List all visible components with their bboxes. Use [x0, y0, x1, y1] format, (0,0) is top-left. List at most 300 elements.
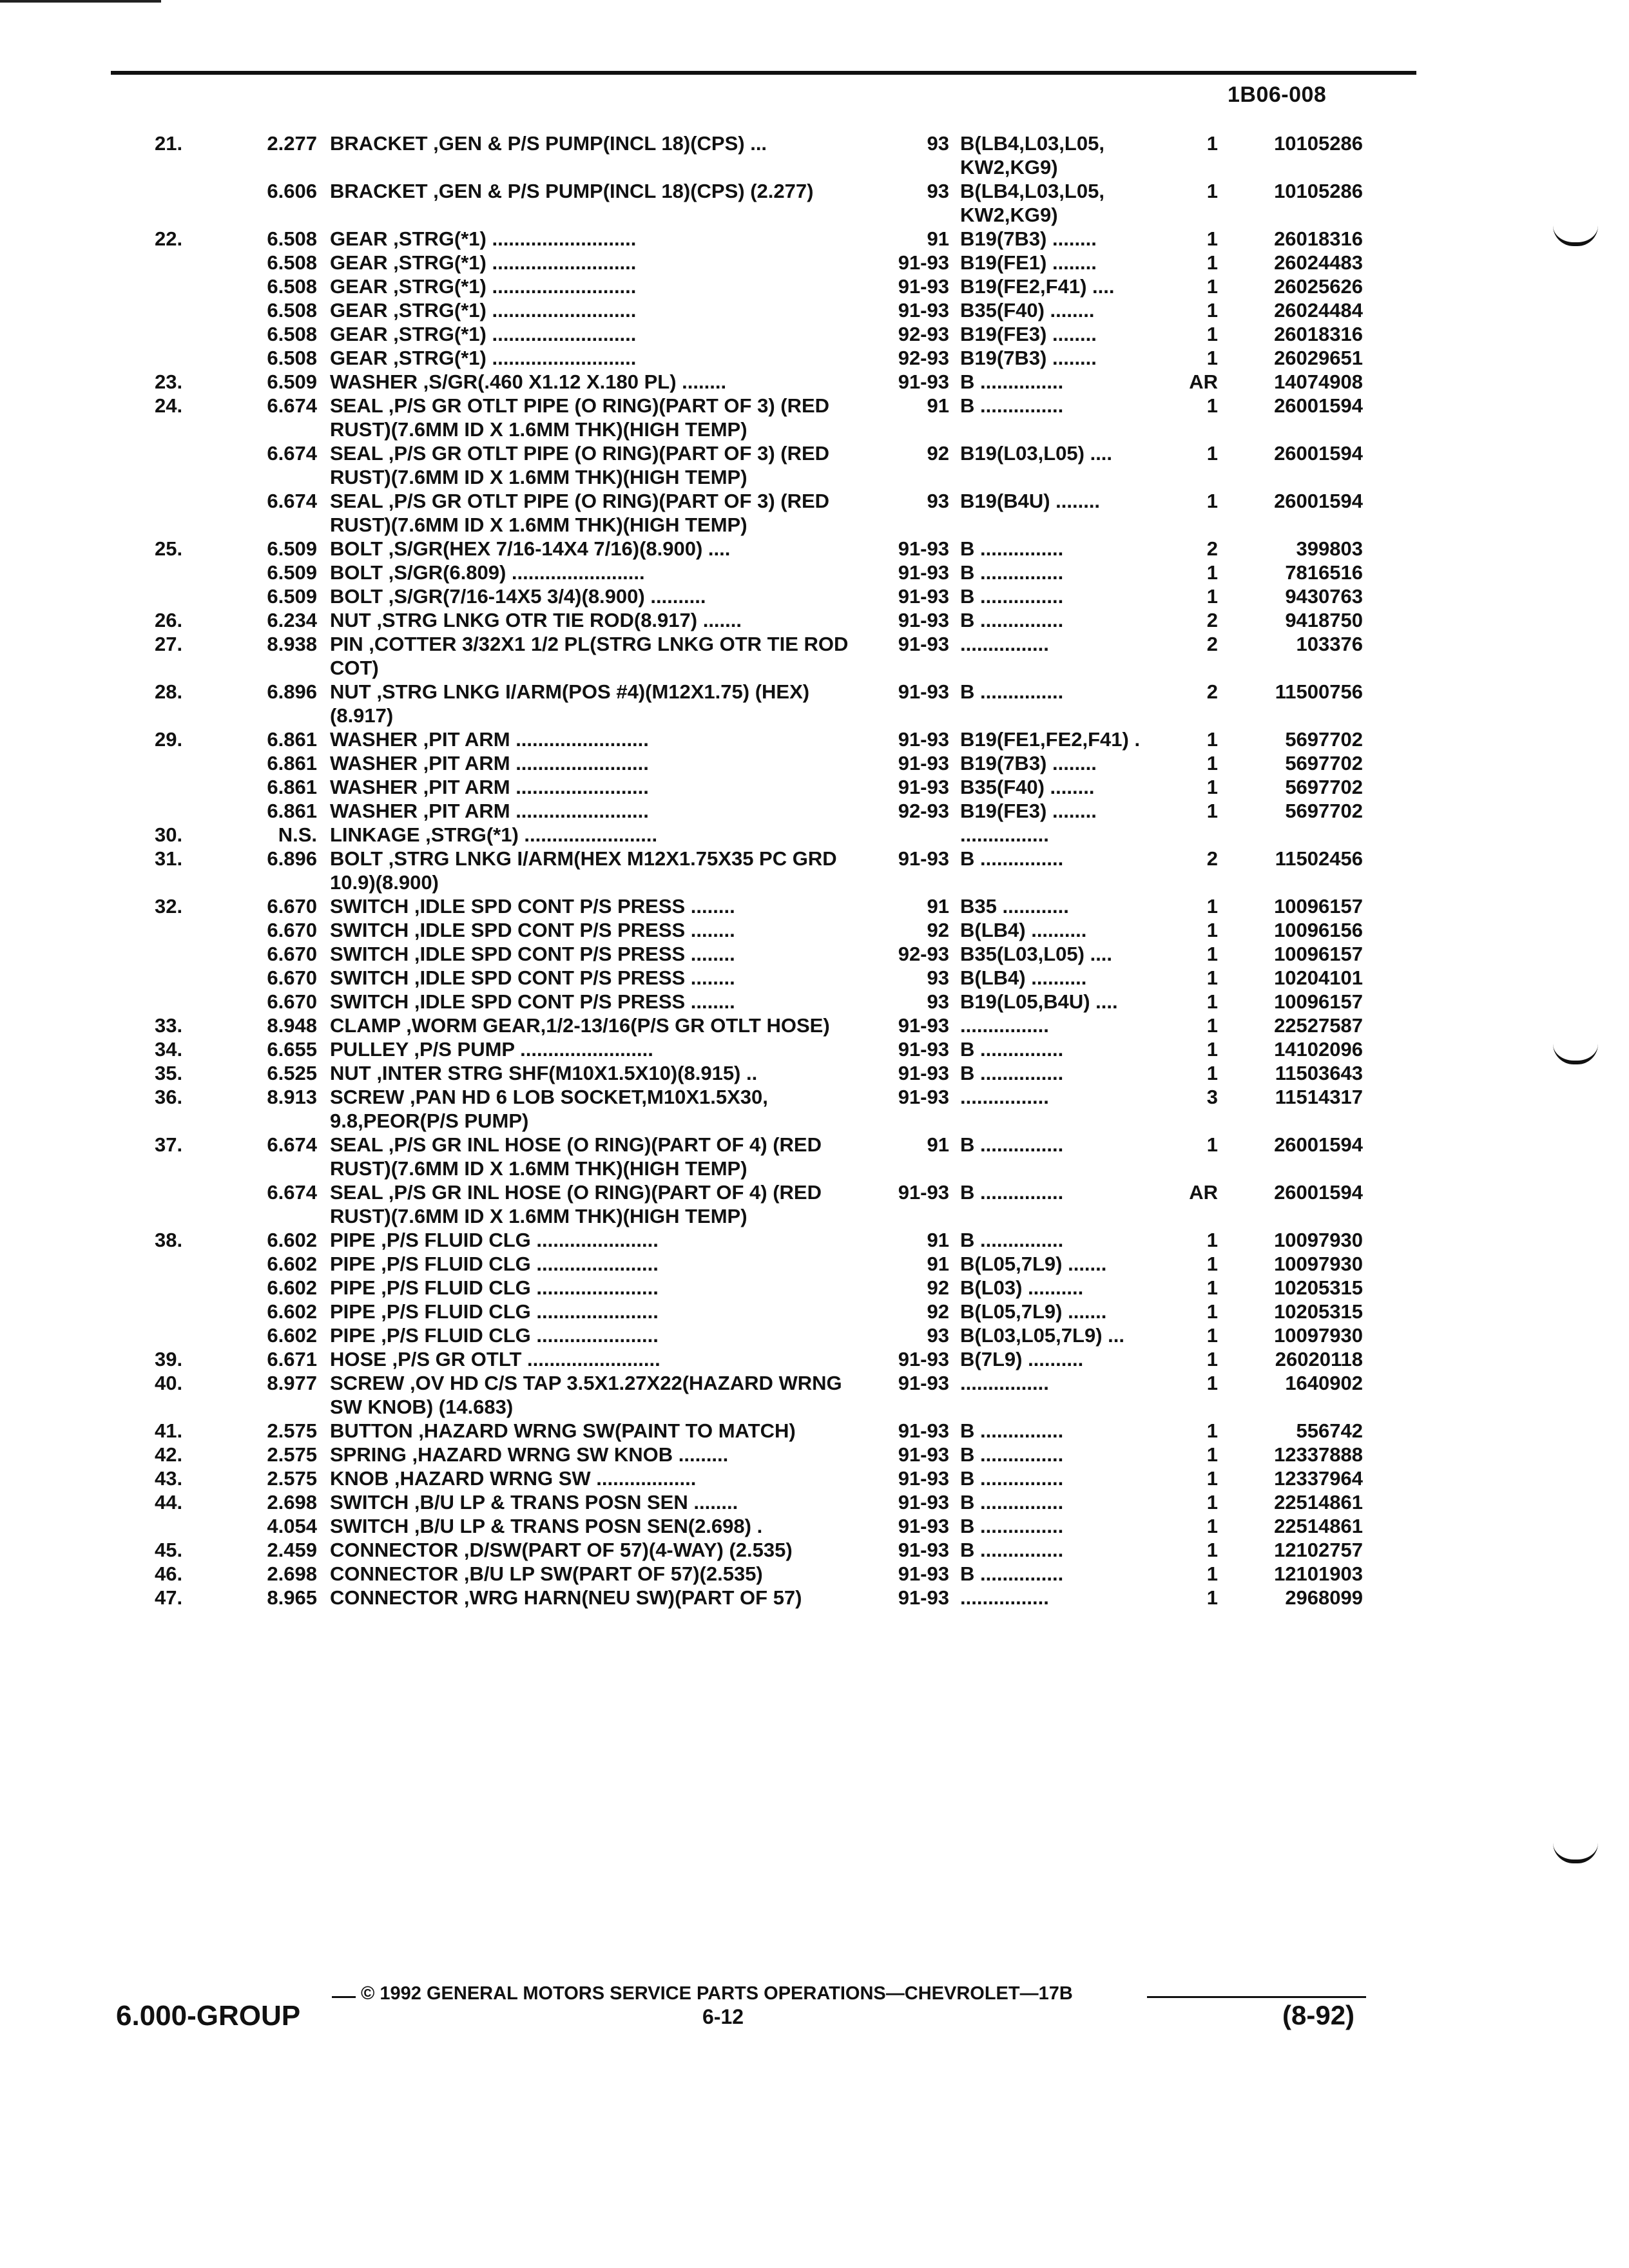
part-description: PIPE ,P/S FLUID CLG ......................: [330, 1276, 659, 1299]
group-number: 6.606: [267, 180, 317, 202]
model-years: 91-93: [898, 1014, 949, 1037]
margin-binder-mark: [1553, 1843, 1598, 1863]
part-description: SEAL ,P/S GR INL HOSE (O RING)(PART OF 4) (RED RUST)(7.6MM ID X 1.6MM THK)(HIGH TEMP): [330, 1181, 822, 1227]
part-description: PIPE ,P/S FLUID CLG ......................: [330, 1229, 659, 1251]
model-years: 93: [927, 490, 949, 512]
group-number: 6.896: [267, 680, 317, 703]
model-years: 91-93: [898, 633, 949, 655]
model-years: 93: [927, 1324, 949, 1347]
part-description: PULLEY ,P/S PUMP ........................: [330, 1038, 653, 1061]
table-row: [0, 1443, 1629, 1466]
quantity: AR: [1189, 370, 1218, 393]
table-row: [0, 1466, 1629, 1490]
model-code: B ...............: [960, 561, 1064, 584]
model-years: 91-93: [898, 776, 949, 798]
model-code: ................: [960, 1014, 1049, 1037]
model-years: 91-93: [898, 1181, 949, 1204]
model-code: B(L03,L05,7L9) ...: [960, 1324, 1124, 1347]
quantity: 1: [1206, 1515, 1218, 1537]
table-row: [0, 322, 1629, 346]
part-number: 12101903: [1274, 1562, 1363, 1585]
part-number: 5697702: [1285, 776, 1363, 798]
table-row: [0, 608, 1629, 632]
quantity: 1: [1206, 1062, 1218, 1084]
model-code: B19(FE2,F41) ....: [960, 275, 1115, 298]
quantity: 1: [1206, 1562, 1218, 1585]
part-number: 26024483: [1274, 251, 1363, 274]
group-number: 6.508: [267, 347, 317, 369]
model-years: 92: [927, 919, 949, 941]
item-number: 39.: [155, 1348, 183, 1370]
model-years: 91-93: [898, 1062, 949, 1084]
model-years: 91: [927, 1253, 949, 1275]
part-number: 11502456: [1275, 847, 1363, 870]
part-description: WASHER ,PIT ARM ........................: [330, 776, 649, 798]
quantity: 1: [1206, 561, 1218, 584]
item-number: 33.: [155, 1014, 183, 1037]
model-years: 91: [927, 227, 949, 250]
part-number: 10097930: [1274, 1253, 1363, 1275]
item-number: 28.: [155, 680, 183, 703]
scan-corner-mark: [0, 0, 161, 3]
model-years: 91-93: [898, 1491, 949, 1514]
part-description: LINKAGE ,STRG(*1) ........................: [330, 823, 658, 846]
model-years: 92-93: [898, 347, 949, 369]
part-number: 10097930: [1274, 1324, 1363, 1347]
quantity: 1: [1206, 1276, 1218, 1299]
quantity: 1: [1206, 1038, 1218, 1061]
model-years: 92-93: [898, 943, 949, 965]
group-number: 2.277: [267, 132, 317, 155]
copyright-rule-right: [1147, 1996, 1366, 1998]
table-row: [0, 727, 1629, 751]
group-number: 6.674: [267, 394, 317, 417]
part-description: CONNECTOR ,WRG HARN(NEU SW)(PART OF 57): [330, 1586, 802, 1609]
group-number: 6.508: [267, 275, 317, 298]
table-row: [0, 1347, 1629, 1371]
group-number: 6.670: [267, 990, 317, 1013]
group-number: 6.861: [267, 752, 317, 774]
part-number: 10097930: [1274, 1229, 1363, 1251]
item-number: 21.: [155, 132, 183, 155]
quantity: 1: [1206, 1324, 1218, 1347]
model-years: 92: [927, 1300, 949, 1323]
copyright-line: © 1992 GENERAL MOTORS SERVICE PARTS OPERATIONS—CHEVROLET—17B: [361, 1983, 1073, 2004]
quantity: 3: [1206, 1086, 1218, 1108]
group-number: 6.602: [267, 1253, 317, 1275]
model-code: B(L05,7L9) .......: [960, 1300, 1107, 1323]
quantity: 1: [1206, 132, 1218, 155]
group-number: 6.861: [267, 728, 317, 751]
model-years: 91: [927, 895, 949, 918]
part-number: 22514861: [1274, 1515, 1363, 1537]
group-number: 6.508: [267, 251, 317, 274]
quantity: AR: [1189, 1181, 1218, 1204]
group-number: 6.670: [267, 919, 317, 941]
group-number: 2.575: [267, 1467, 317, 1490]
table-row: [0, 1133, 1629, 1180]
model-code: B35 ............: [960, 895, 1069, 918]
copyright-rule-left: [332, 1996, 356, 1998]
model-code: B ...............: [960, 847, 1064, 870]
model-code: B ...............: [960, 370, 1064, 393]
item-number: 35.: [155, 1062, 183, 1084]
part-number: 5697702: [1285, 728, 1363, 751]
part-description: GEAR ,STRG(*1) ..........................: [330, 251, 637, 274]
quantity: 2: [1206, 633, 1218, 655]
model-code: B(L05,7L9) .......: [960, 1253, 1107, 1275]
part-description: GEAR ,STRG(*1) ..........................: [330, 299, 637, 322]
model-code: B35(F40) ........: [960, 299, 1095, 322]
quantity: 1: [1206, 1467, 1218, 1490]
part-description: PIN ,COTTER 3/32X1 1/2 PL(STRG LNKG OTR TIE ROD COT): [330, 633, 849, 679]
item-number: 22.: [155, 227, 183, 250]
part-number: 26020118: [1275, 1348, 1363, 1370]
model-years: 91-93: [898, 1086, 949, 1108]
model-code: B19(7B3) ........: [960, 227, 1097, 250]
group-number: 2.575: [267, 1419, 317, 1442]
model-years: 93: [927, 966, 949, 989]
part-number: 12102757: [1274, 1539, 1363, 1561]
part-number: 10096157: [1274, 990, 1363, 1013]
group-number: 2.575: [267, 1443, 317, 1466]
item-number: 45.: [155, 1539, 183, 1561]
group-number: 6.509: [267, 370, 317, 393]
part-number: 9430763: [1285, 585, 1363, 608]
group-number: 6.602: [267, 1300, 317, 1323]
part-number: 26001594: [1274, 490, 1363, 512]
part-description: CLAMP ,WORM GEAR,1/2-13/16(P/S GR OTLT HOSE): [330, 1014, 830, 1037]
part-description: SWITCH ,IDLE SPD CONT P/S PRESS ........: [330, 966, 735, 989]
table-row: [0, 966, 1629, 990]
quantity: 2: [1206, 847, 1218, 870]
model-years: 91-93: [898, 275, 949, 298]
quantity: 1: [1206, 227, 1218, 250]
model-code: B19(B4U) ........: [960, 490, 1101, 512]
group-number: 6.674: [267, 442, 317, 465]
part-description: NUT ,STRG LNKG I/ARM(POS #4)(M12X1.75) (HEX)(8.917): [330, 680, 810, 727]
model-code: B ...............: [960, 1539, 1064, 1561]
quantity: 1: [1206, 943, 1218, 965]
group-number: 6.670: [267, 895, 317, 918]
part-number: 11503643: [1275, 1062, 1363, 1084]
part-number: 10105286: [1274, 132, 1363, 155]
part-number: 26018316: [1274, 227, 1363, 250]
part-number: 5697702: [1285, 752, 1363, 774]
model-code: ................: [960, 1586, 1049, 1609]
quantity: 1: [1206, 180, 1218, 202]
quantity: 1: [1206, 1539, 1218, 1561]
item-number: 30.: [155, 823, 183, 846]
part-description: BRACKET ,GEN & P/S PUMP(INCL 18)(CPS) (2.277): [330, 180, 814, 202]
table-row: [0, 1514, 1629, 1538]
model-code: B ...............: [960, 1443, 1064, 1466]
table-row: [0, 441, 1629, 489]
table-row: [0, 251, 1629, 274]
part-description: SEAL ,P/S GR OTLT PIPE (O RING)(PART OF 3) (RED RUST)(7.6MM ID X 1.6MM THK)(HIGH TEMP): [330, 394, 830, 441]
part-description: SEAL ,P/S GR OTLT PIPE (O RING)(PART OF 3) (RED RUST)(7.6MM ID X 1.6MM THK)(HIGH TEMP): [330, 490, 830, 536]
item-number: 36.: [155, 1086, 183, 1108]
table-row: [0, 1276, 1629, 1300]
model-years: 91-93: [898, 1372, 949, 1394]
model-years: 93: [927, 132, 949, 155]
parts-list: [0, 131, 1629, 1610]
model-years: 91-93: [898, 752, 949, 774]
group-number: 6.602: [267, 1276, 317, 1299]
item-number: 31.: [155, 847, 183, 870]
table-row: [0, 823, 1629, 847]
table-row: [0, 680, 1629, 727]
model-years: 91-93: [898, 680, 949, 703]
part-description: SEAL ,P/S GR OTLT PIPE (O RING)(PART OF 3) (RED RUST)(7.6MM ID X 1.6MM THK)(HIGH TEMP): [330, 442, 830, 488]
group-number: 6.670: [267, 943, 317, 965]
part-number: 9418750: [1285, 609, 1363, 631]
part-description: WASHER ,PIT ARM ........................: [330, 752, 649, 774]
model-code: B19(FE1,FE2,F41) .: [960, 728, 1141, 751]
issue-date: (8-92): [1282, 2000, 1355, 2030]
part-description: BOLT ,S/GR(7/16-14X5 3/4)(8.900) ..........: [330, 585, 706, 608]
item-number: 42.: [155, 1443, 183, 1466]
group-number: 6.508: [267, 323, 317, 345]
group-number: 6.670: [267, 966, 317, 989]
model-years: 91-93: [898, 251, 949, 274]
part-description: SWITCH ,IDLE SPD CONT P/S PRESS ........: [330, 919, 735, 941]
part-description: BUTTON ,HAZARD WRNG SW(PAINT TO MATCH): [330, 1419, 796, 1442]
part-description: SWITCH ,B/U LP & TRANS POSN SEN(2.698) .: [330, 1515, 763, 1537]
item-number: 41.: [155, 1419, 183, 1442]
model-code: B19(L03,L05) ....: [960, 442, 1113, 465]
table-row: [0, 1562, 1629, 1586]
table-row: [0, 179, 1629, 227]
table-row: [0, 632, 1629, 680]
group-number: 8.948: [267, 1014, 317, 1037]
model-code: B ...............: [960, 1038, 1064, 1061]
table-row: [0, 1014, 1629, 1037]
model-years: 92-93: [898, 800, 949, 822]
part-number: 10204101: [1274, 966, 1363, 989]
item-number: 27.: [155, 633, 183, 655]
model-years: 91: [927, 1229, 949, 1251]
group-number: 6.861: [267, 776, 317, 798]
part-number: 26029651: [1274, 347, 1363, 369]
group-number: 6.234: [267, 609, 317, 631]
quantity: 1: [1206, 1300, 1218, 1323]
model-code: B(LB4) ..........: [960, 966, 1087, 989]
model-code: B ...............: [960, 1062, 1064, 1084]
model-code: B19(FE1) ........: [960, 251, 1097, 274]
quantity: 1: [1206, 1348, 1218, 1370]
part-number: 11514317: [1275, 1086, 1363, 1108]
model-years: 91-93: [898, 537, 949, 560]
part-description: PIPE ,P/S FLUID CLG ......................: [330, 1324, 659, 1347]
group-number: 4.054: [267, 1515, 317, 1537]
quantity: 1: [1206, 895, 1218, 918]
model-years: 92-93: [898, 323, 949, 345]
part-number: 26024484: [1274, 299, 1363, 322]
table-row: [0, 584, 1629, 608]
table-row: [0, 1252, 1629, 1276]
model-code: B ...............: [960, 394, 1064, 417]
model-years: 91-93: [898, 1038, 949, 1061]
quantity: 1: [1206, 1372, 1218, 1394]
group-number: 6.602: [267, 1324, 317, 1347]
part-number: 103376: [1296, 633, 1363, 655]
item-number: 32.: [155, 895, 183, 918]
item-number: 46.: [155, 1562, 183, 1585]
quantity: 1: [1206, 1586, 1218, 1609]
part-number: 556742: [1296, 1419, 1363, 1442]
group-number: 6.508: [267, 299, 317, 322]
quantity: 1: [1206, 323, 1218, 345]
table-row: [0, 561, 1629, 584]
quantity: 1: [1206, 347, 1218, 369]
table-row: [0, 131, 1629, 179]
model-code: ................: [960, 1372, 1049, 1394]
part-description: WASHER ,PIT ARM ........................: [330, 728, 649, 751]
model-years: 91-93: [898, 1562, 949, 1585]
part-number: 1640902: [1285, 1372, 1363, 1394]
group-number: 6.509: [267, 561, 317, 584]
model-code: B19(7B3) ........: [960, 347, 1097, 369]
part-number: 26001594: [1274, 394, 1363, 417]
quantity: 1: [1206, 1443, 1218, 1466]
quantity: 1: [1206, 394, 1218, 417]
item-number: 25.: [155, 537, 183, 560]
table-row: [0, 1490, 1629, 1514]
model-years: 91-93: [898, 1348, 949, 1370]
part-description: GEAR ,STRG(*1) ..........................: [330, 275, 637, 298]
model-code: B ...............: [960, 1562, 1064, 1585]
part-number: 26018316: [1274, 323, 1363, 345]
table-row: [0, 1300, 1629, 1323]
model-years: 91-93: [898, 1443, 949, 1466]
table-row: [0, 489, 1629, 537]
part-description: BOLT ,S/GR(HEX 7/16-14X4 7/16)(8.900) ....: [330, 537, 731, 560]
quantity: 2: [1206, 680, 1218, 703]
quantity: 1: [1206, 1491, 1218, 1514]
part-number: 26025626: [1274, 275, 1363, 298]
group-number: 6.674: [267, 490, 317, 512]
part-number: 22527587: [1274, 1014, 1363, 1037]
part-description: PIPE ,P/S FLUID CLG ......................: [330, 1253, 659, 1275]
quantity: 1: [1206, 1014, 1218, 1037]
model-code: B ...............: [960, 537, 1064, 560]
group-label: 6.000-GROUP: [116, 2000, 301, 2032]
part-description: SWITCH ,B/U LP & TRANS POSN SEN ........: [330, 1491, 738, 1514]
part-number: 10205315: [1274, 1300, 1363, 1323]
part-number: 10096156: [1274, 919, 1363, 941]
part-number: 10205315: [1274, 1276, 1363, 1299]
quantity: 2: [1206, 537, 1218, 560]
part-description: GEAR ,STRG(*1) ..........................: [330, 347, 637, 369]
model-years: 91-93: [898, 1586, 949, 1609]
table-row: [0, 847, 1629, 894]
quantity: 1: [1206, 776, 1218, 798]
model-years: 91-93: [898, 1467, 949, 1490]
quantity: 1: [1206, 585, 1218, 608]
table-row: [0, 394, 1629, 441]
model-code: B35(F40) ........: [960, 776, 1095, 798]
model-code: B ...............: [960, 680, 1064, 703]
part-description: SEAL ,P/S GR INL HOSE (O RING)(PART OF 4) (RED RUST)(7.6MM ID X 1.6MM THK)(HIGH TEMP): [330, 1133, 822, 1180]
quantity: 1: [1206, 275, 1218, 298]
item-number: 34.: [155, 1038, 183, 1061]
model-years: 91-93: [898, 1539, 949, 1561]
part-description: BOLT ,S/GR(6.809) ........................: [330, 561, 645, 584]
part-description: BRACKET ,GEN & P/S PUMP(INCL 18)(CPS) ...: [330, 132, 767, 155]
quantity: 1: [1206, 752, 1218, 774]
item-number: 37.: [155, 1133, 183, 1156]
quantity: 1: [1206, 919, 1218, 941]
item-number: 38.: [155, 1229, 183, 1251]
part-number: 26001594: [1274, 1181, 1363, 1204]
table-row: [0, 1371, 1629, 1419]
group-number: 6.655: [267, 1038, 317, 1061]
table-row: [0, 1180, 1629, 1228]
model-code: B ...............: [960, 1133, 1064, 1156]
model-years: 91-93: [898, 370, 949, 393]
top-rule: [111, 71, 1416, 75]
model-years: 93: [927, 180, 949, 202]
part-number: 14102096: [1274, 1038, 1363, 1061]
quantity: 1: [1206, 299, 1218, 322]
table-row: [0, 1061, 1629, 1085]
part-description: GEAR ,STRG(*1) ..........................: [330, 227, 637, 250]
part-description: CONNECTOR ,B/U LP SW(PART OF 57)(2.535): [330, 1562, 763, 1585]
quantity: 1: [1206, 1229, 1218, 1251]
table-row: [0, 918, 1629, 942]
group-number: 6.671: [267, 1348, 317, 1370]
table-row: [0, 1323, 1629, 1347]
part-number: 10096157: [1274, 943, 1363, 965]
model-code: B19(FE3) ........: [960, 800, 1097, 822]
model-code: B19(L05,B4U) ....: [960, 990, 1118, 1013]
model-code: ................: [960, 823, 1049, 846]
table-row: [0, 799, 1629, 823]
model-code: B(7L9) ..........: [960, 1348, 1084, 1370]
quantity: 1: [1206, 1133, 1218, 1156]
group-number: 6.896: [267, 847, 317, 870]
part-description: WASHER ,S/GR(.460 X1.12 X.180 PL) ........: [330, 370, 727, 393]
table-row: [0, 346, 1629, 370]
model-code: B(LB4,L03,L05, KW2,KG9): [960, 180, 1104, 226]
quantity: 1: [1206, 1419, 1218, 1442]
quantity: 2: [1206, 609, 1218, 631]
quantity: 1: [1206, 490, 1218, 512]
part-description: SWITCH ,IDLE SPD CONT P/S PRESS ........: [330, 943, 735, 965]
part-number: 14074908: [1274, 370, 1363, 393]
part-description: BOLT ,STRG LNKG I/ARM(HEX M12X1.75X35 PC GRD 10.9)(8.900): [330, 847, 837, 894]
model-code: ................: [960, 1086, 1049, 1108]
part-number: 2968099: [1285, 1586, 1363, 1609]
part-number: 10105286: [1274, 180, 1363, 202]
model-code: B ...............: [960, 1467, 1064, 1490]
quantity: 1: [1206, 728, 1218, 751]
group-number: 2.698: [267, 1562, 317, 1585]
group-number: 6.509: [267, 585, 317, 608]
model-code: B ...............: [960, 609, 1064, 631]
table-row: [0, 274, 1629, 298]
quantity: 1: [1206, 966, 1218, 989]
group-number: 6.602: [267, 1229, 317, 1251]
group-number: N.S.: [278, 823, 317, 846]
part-description: GEAR ,STRG(*1) ..........................: [330, 323, 637, 345]
model-code: B ...............: [960, 1419, 1064, 1442]
model-years: 91-93: [898, 728, 949, 751]
item-number: 24.: [155, 394, 183, 417]
model-code: B ...............: [960, 1229, 1064, 1251]
model-code: B19(FE3) ........: [960, 323, 1097, 345]
